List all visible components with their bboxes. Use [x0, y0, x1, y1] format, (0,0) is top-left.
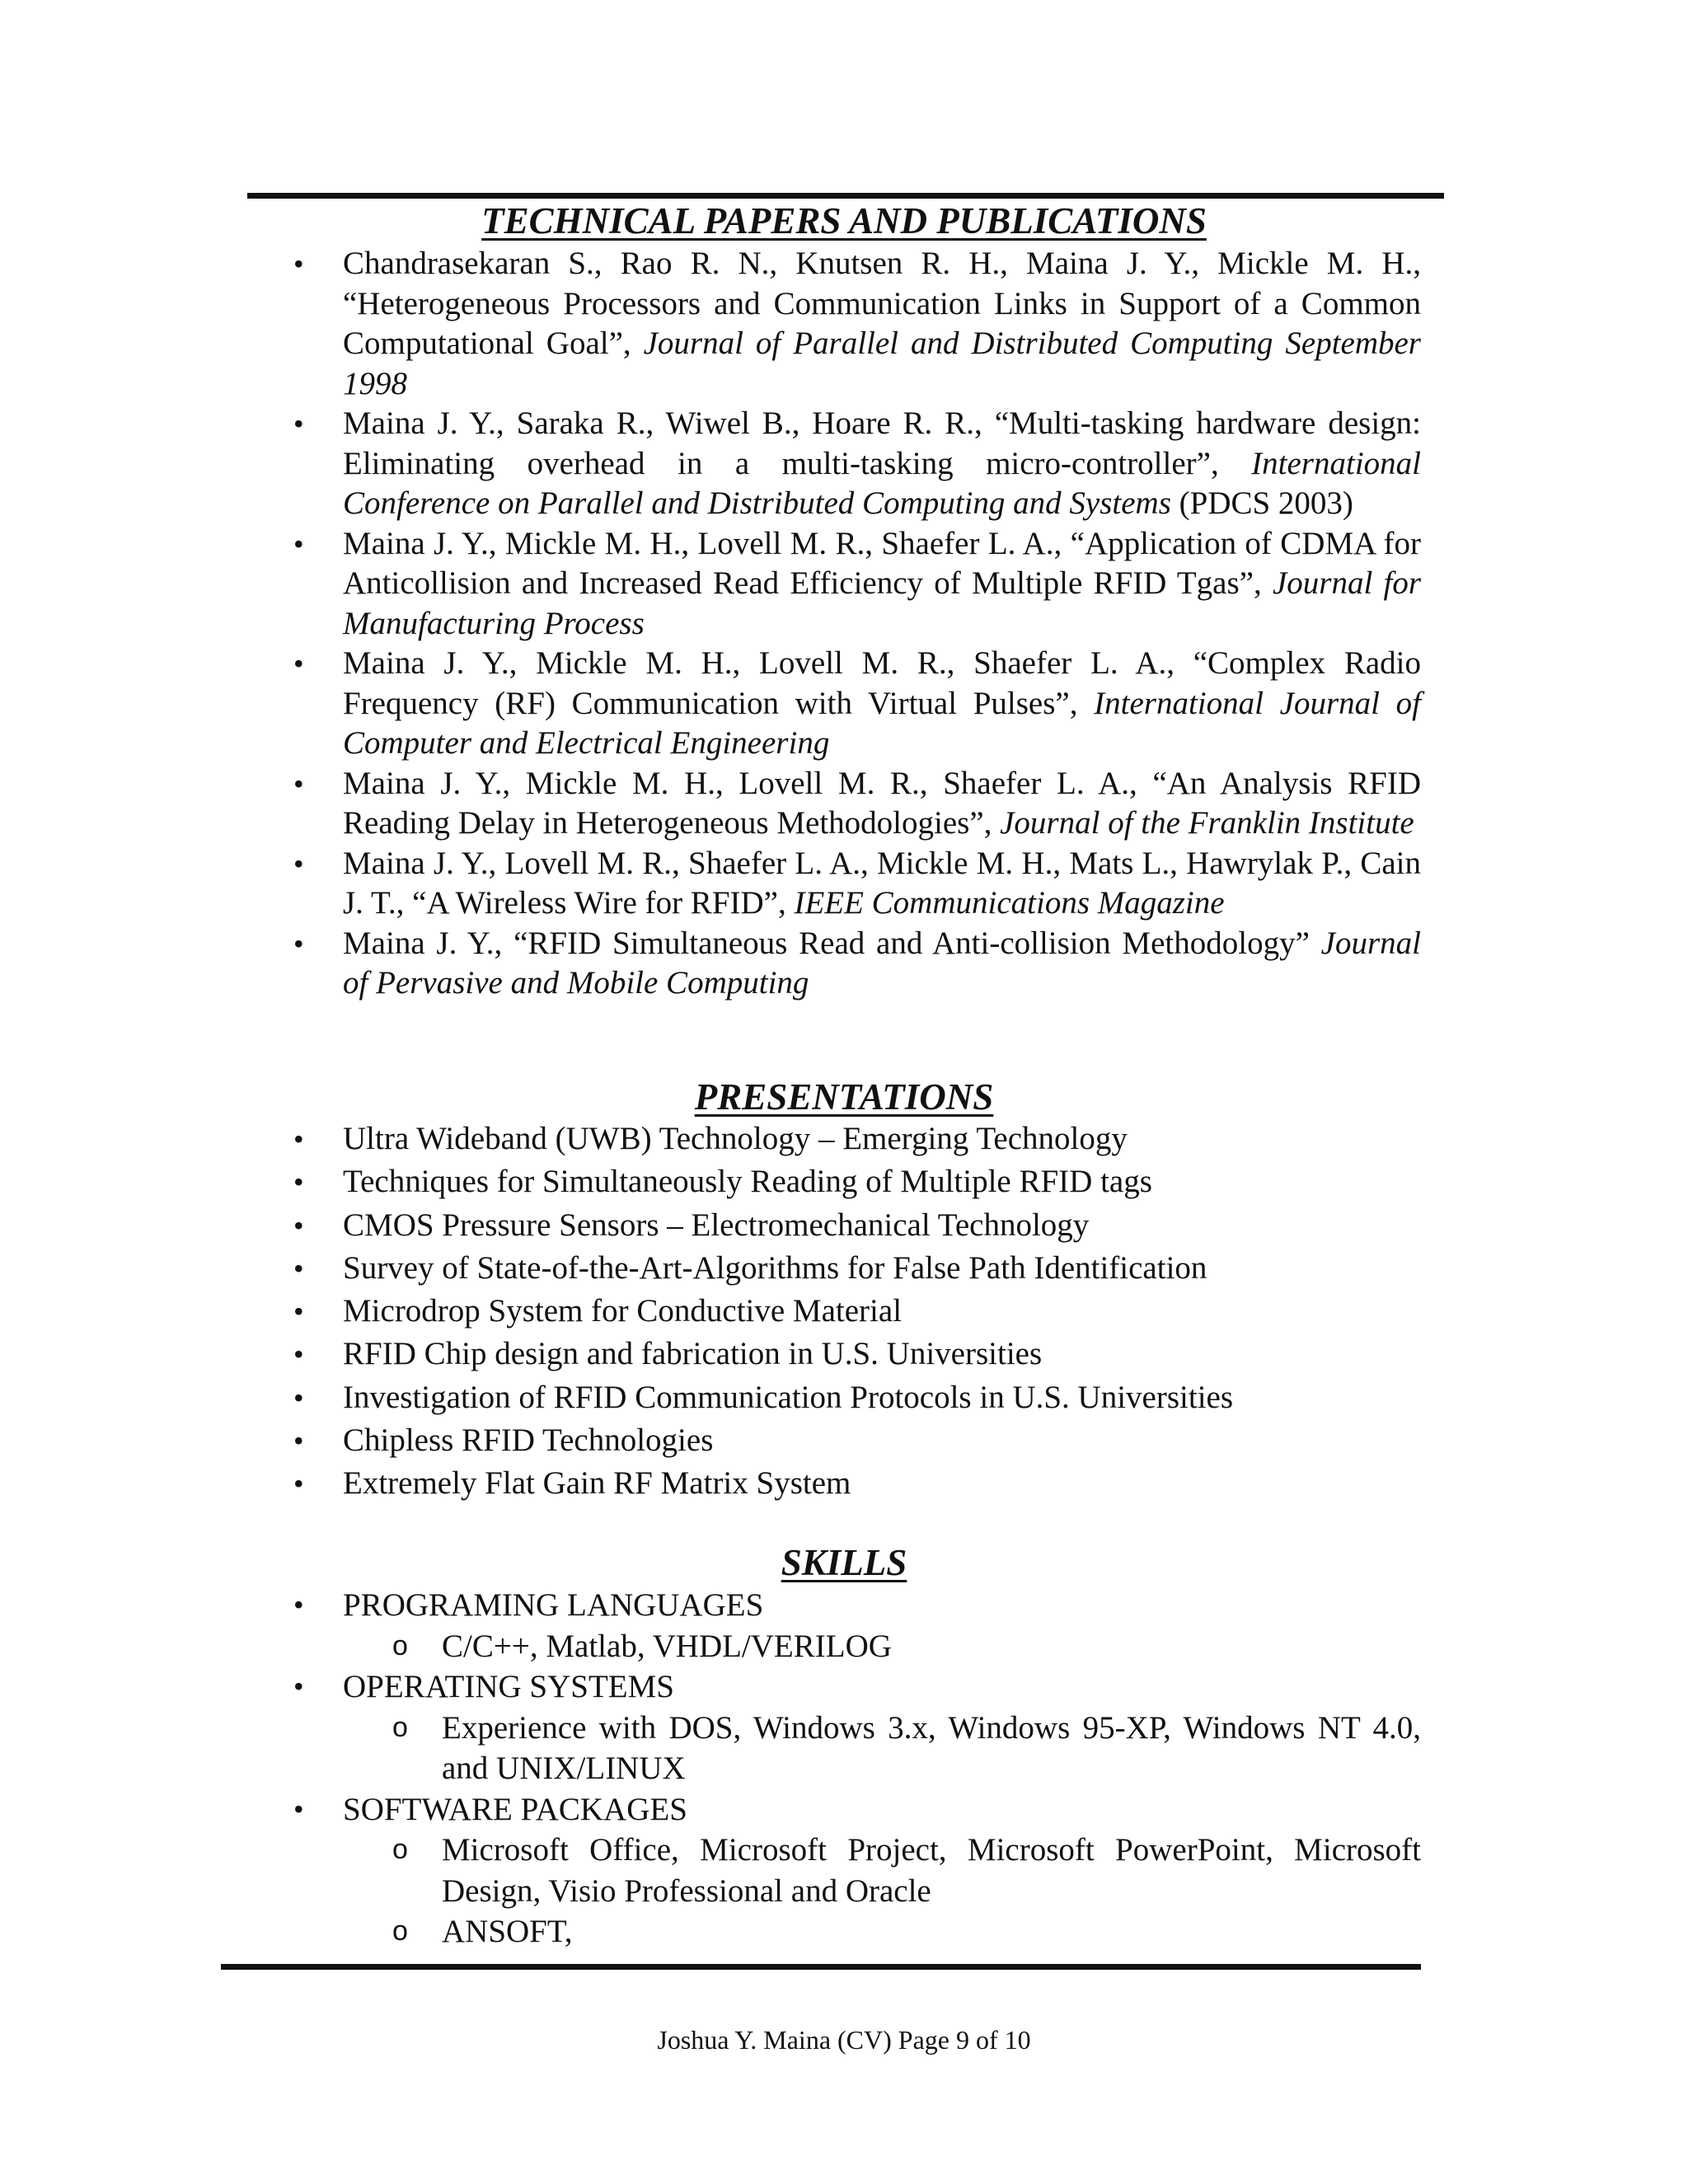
publication-journal: International Conference on Parallel and Distributed Computing and Systems [343, 445, 1421, 521]
presentation-title: RFID Chip design and fabrication in U.S. Universities [343, 1336, 1043, 1372]
skill-group [0, 1789, 1421, 1952]
skill-group [0, 1585, 1421, 1666]
publication-citation: Maina J. Y., Lovell M. R., Shaefer L. A., Mickle M. H., Mats L., Hawrylak P., Cain J. T., “A Wireless Wire for RFID”, [343, 845, 1421, 921]
presentation-item [0, 1204, 1421, 1247]
skill-item [343, 1626, 1421, 1667]
bullet-icon: • [293, 1295, 304, 1329]
skill-group-label: OPERATING SYSTEMS [343, 1669, 674, 1704]
presentation-title: Investigation of RFID Communication Protocols in U.S. Universities [343, 1379, 1234, 1415]
publication-citation: Maina J. Y., “RFID Simultaneous Read and Anti-collision Methodology” [343, 925, 1321, 961]
bullet-icon: • [293, 247, 304, 280]
skill-item-text: ANSOFT, [442, 1914, 573, 1949]
presentations-list [0, 1118, 1421, 1506]
bullet-icon: • [293, 1165, 304, 1199]
presentation-item [0, 1333, 1421, 1376]
bullet-icon: • [293, 926, 304, 960]
skill-group-label: PROGRAMING LANGUAGES [343, 1587, 764, 1623]
sub-bullet-icon: o [392, 1915, 408, 1947]
bullet-icon: • [293, 1588, 304, 1621]
bullet-icon: • [293, 1467, 304, 1501]
publication-citation: Maina J. Y., Saraka R., Wiwel B., Hoare R. R., “Multi-tasking hardware design: Eliminating overhead in a multi-tasking micro-controller”, [343, 405, 1421, 481]
publication-journal: Journal of Parallel and Distributed Computing September 1998 [343, 326, 1421, 401]
bottom-divider [221, 1964, 1421, 1970]
publication-journal: International Journal of Computer and Electrical Engineering [343, 685, 1421, 761]
publication-journal: Journal for Manufacturing Process [343, 565, 1422, 641]
sub-bullet-icon: o [392, 1629, 408, 1661]
publication-journal: IEEE Communications Magazine [794, 885, 1225, 921]
bullet-icon: • [293, 407, 304, 440]
bullet-icon: • [293, 766, 304, 800]
skill-sublist [343, 1830, 1421, 1952]
presentation-item [0, 1160, 1421, 1203]
bullet-icon: • [293, 1251, 304, 1285]
skill-item-text: Microsoft Office, Microsoft Project, Microsoft PowerPoint, Microsoft Design, Visio Professional and Oracle [442, 1832, 1421, 1909]
publication-journal: Journal of Pervasive and Mobile Computing [343, 925, 1421, 1001]
publication-item [0, 524, 1421, 644]
bullet-icon: • [293, 647, 304, 680]
publication-item [0, 764, 1421, 844]
sub-bullet-icon: o [392, 1711, 408, 1743]
bullet-icon: • [293, 1792, 304, 1825]
skill-item [343, 1708, 1421, 1789]
publication-item [0, 924, 1421, 1004]
presentation-title: Chipless RFID Technologies [343, 1422, 714, 1459]
skill-item-text: Experience with DOS, Windows 3.x, Windows 95-XP, Windows NT 4.0, and UNIX/LINUX [442, 1709, 1421, 1786]
publication-citation: Maina J. Y., Mickle M. H., Lovell M. R., Shaefer L. A., “Complex Radio Frequency (RF) Communication with Virtual Pulses”, [343, 645, 1421, 721]
presentation-title: Extremely Flat Gain RF Matrix System [343, 1465, 851, 1502]
publications-heading: TECHNICAL PAPERS AND PUBLICATIONS [481, 200, 1207, 241]
bullet-icon: • [293, 1424, 304, 1458]
presentation-item [0, 1376, 1421, 1419]
skill-item [343, 1911, 1421, 1952]
page-footer: Joshua Y. Maina (CV) Page 9 of 10 [657, 2025, 1031, 2055]
presentation-item [0, 1290, 1421, 1333]
bullet-icon: • [293, 1122, 304, 1155]
bullet-icon: • [293, 1208, 304, 1242]
skills-heading: SKILLS [781, 1542, 907, 1583]
sub-bullet-icon: o [392, 1834, 408, 1865]
bullet-icon: • [293, 1380, 304, 1414]
publication-item [0, 644, 1421, 764]
publication-item [0, 404, 1421, 524]
bullet-icon: • [293, 1670, 304, 1703]
presentation-title: Microdrop System for Conductive Material [343, 1293, 903, 1329]
publication-suffix: (PDCS 2003) [1170, 485, 1353, 521]
publication-citation: Maina J. Y., Mickle M. H., Lovell M. R., Shaefer L. A., “Application of CDMA for Anticollision and Increased Read Efficiency of Multiple RFID Tgas”, [343, 525, 1421, 601]
presentation-item [0, 1462, 1421, 1505]
skill-group-label: SOFTWARE PACKAGES [343, 1791, 687, 1827]
skills-list [0, 1585, 1421, 1952]
skill-item-text: C/C++, Matlab, VHDL/VERILOG [442, 1628, 892, 1664]
skill-item [343, 1830, 1421, 1911]
publication-journal: Journal of the Franklin Institute [1000, 805, 1414, 841]
presentation-title: CMOS Pressure Sensors – Electromechanical Technology [343, 1207, 1090, 1243]
presentation-item [0, 1247, 1421, 1290]
presentation-item [0, 1419, 1421, 1462]
presentation-title: Ultra Wideband (UWB) Technology – Emerging Technology [343, 1121, 1128, 1156]
bullet-icon: • [293, 846, 304, 880]
presentation-title: Techniques for Simultaneously Reading of Multiple RFID tags [343, 1164, 1152, 1200]
publication-citation: Maina J. Y., Mickle M. H., Lovell M. R., Shaefer L. A., “An Analysis RFID Reading Delay in Heterogeneous Methodologies”, [343, 765, 1421, 841]
presentation-title: Survey of State-of-the-Art-Algorithms for False Path Identification [343, 1249, 1207, 1286]
skill-group [0, 1666, 1421, 1789]
bullet-icon: • [293, 1338, 304, 1371]
presentation-item [0, 1118, 1421, 1160]
publications-list [0, 244, 1421, 1004]
bullet-icon: • [293, 527, 304, 560]
publication-citation: Chandrasekaran S., Rao R. N., Knutsen R. H., Maina J. Y., Mickle M. H., “Heterogeneous Processors and Communication Links in Support of a Common Computational Goal”, [343, 246, 1421, 361]
presentations-heading: PRESENTATIONS [694, 1076, 994, 1118]
skill-sublist [343, 1626, 1421, 1667]
publication-item [0, 244, 1421, 404]
skill-sublist [343, 1708, 1421, 1789]
publication-item [0, 844, 1421, 924]
